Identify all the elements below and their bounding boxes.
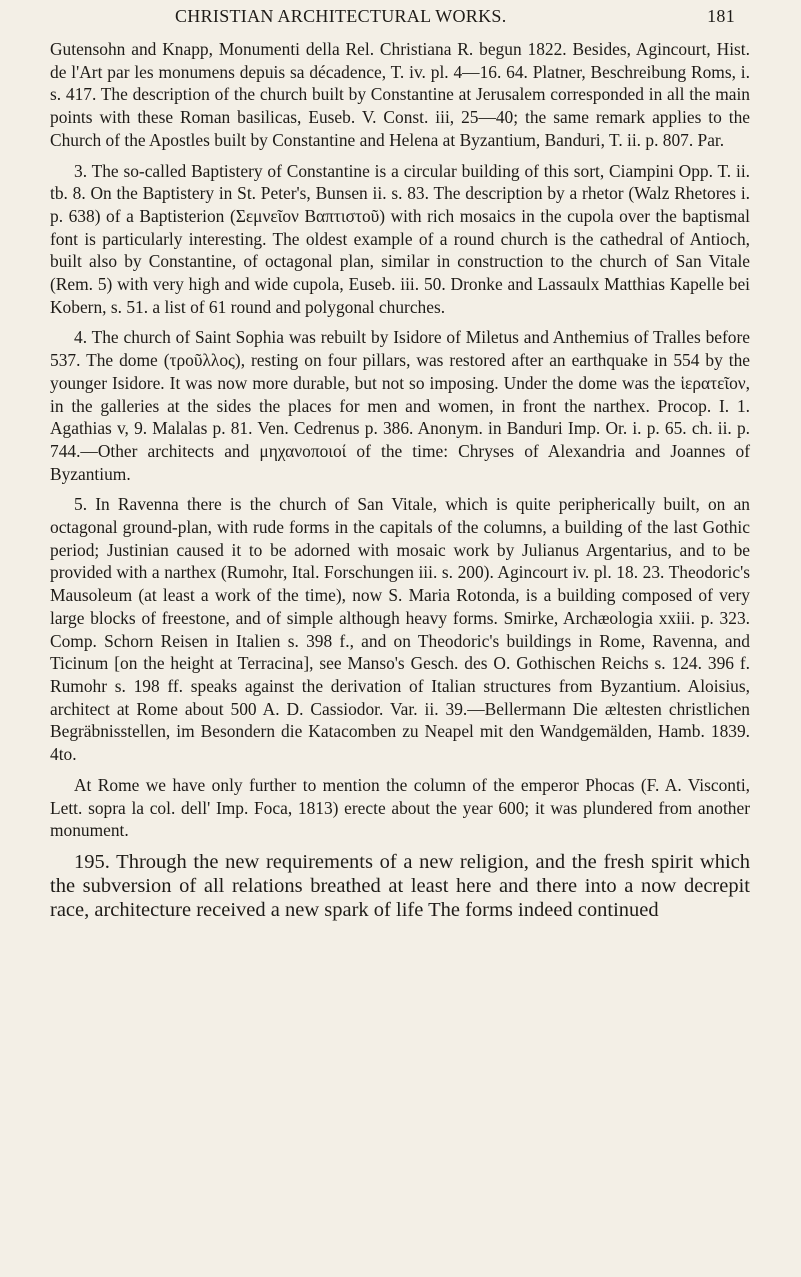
paragraph-section-195: 195. Through the new requirements of a new religion, and the fresh spirit which the subversion of all relations breathed at least here and there into a now decrepit race, architecture received a new spark of life The forms indeed continued [50, 850, 750, 921]
paragraph-note-4: 4. The church of Saint Sophia was rebuilt by Isidore of Miletus and Anthemius of Tralles before 537. The dome (τροῦλλος), resting on four pillars, was restored after an earthquake in 554 by the younger Isidore. It was now more durable, but not so imposing. Under the dome was the ἱερατεῖον, in the galleries at the sides the places for men and women, in front the narthex. Procop. I. 1. Agathias v, 9. Malalas p. 81. Ven. Cedrenus p. 386. Anonym. in Banduri Imp. Or. i. p. 65. ch. ii. p. 744.—Other architects and μηχανοποιοί of the time: Chryses of Alexandria and Joannes of Byzantium. [50, 327, 750, 484]
paragraph-notes-continued: Gutensohn and Knapp, Monumenti della Rel. Christiana R. begun 1822. Besides, Agincourt, Hist. de l'Art par les monumens depuis sa décadence, T. iv. pl. 4—16. 64. Platner, Beschreibung Roms, i. s. 417. The description of the church built by Constantine at Jerusalem corresponded in all the main points with these Roman basilicas, Euseb. V. Const. iii, 25—40; the same remark applies to the Church of the Apostles built by Constantine and Helena at Byzantium, Banduri, T. ii. p. 807. Par. [50, 39, 750, 150]
paragraph-note-3: 3. The so-called Baptistery of Constantine is a circular building of this sort, Ciampini Opp. T. ii. tb. 8. On the Baptistery in St. Peter's, Bunsen ii. s. 83. The description by a rhetor (Walz Rhetores i. p. 638) of a Baptisterion (Σεμνεῖον Βαπτιστοῦ) with rich mosaics in the cupola over the baptismal font is particularly interesting. The oldest example of a round church is the cathedral of Antioch, built also by Constantine, of octagonal plan, similar in construction to the church of San Vitale (Rem. 5) with very high and wide cupola, Euseb. iii. 50. Dronke and Lassaulx Matthias Kapelle bei Kobern, s. 51. a list of 61 round and polygonal churches. [50, 160, 750, 317]
body-text [50, 38, 750, 930]
running-head [175, 6, 735, 27]
paragraph-note-5: 5. In Ravenna there is the church of San Vitale, which is quite peripherically built, on an octagonal ground-plan, with rude forms in the capitals of the columns, a building of the last Gothic period; Justinian caused it to be adorned with mosaic work by Julianus Argentarius, and to be provided with a narthex (Rumohr, Ital. Forschungen iii. s. 200). Agincourt iv. pl. 18. 23. Theodoric's Mausoleum (at least a work of the time), now S. Maria Rotonda, is a building composed of very large blocks of freestone, and of simple although heavy forms. Smirke, Archæologia xxiii. p. 323. Comp. Schorn Reisen in Italien s. 398 f., and on Theodoric's buildings in Rome, Ravenna, and Ticinum [on the height at Terracina], see Manso's Gesch. des O. Gothischen Reichs s. 124. 396 f. Rumohr s. 198 ff. speaks against the derivation of Italian structures from Byzantium. Aloisius, architect at Rome about 500 A. D. Cassiodor. Var. ii. 39.—Bellermann Die æltesten christlichen Begräbnisstellen, im Besondern die Katacomben zu Neapel mit den Wandgemälden, Hamb. 1839. 4to. [50, 494, 750, 765]
page-number: 181 [707, 6, 735, 26]
paragraph-rome-phocas: At Rome we have only further to mention the column of the emperor Phocas (F. A. Visconti, Lett. sopra la col. dell' Imp. Foca, 1813) erecte about the year 600; it was plundered from another monument. [50, 774, 750, 841]
running-title: CHRISTIAN ARCHITECTURAL WORKS. [175, 6, 507, 26]
